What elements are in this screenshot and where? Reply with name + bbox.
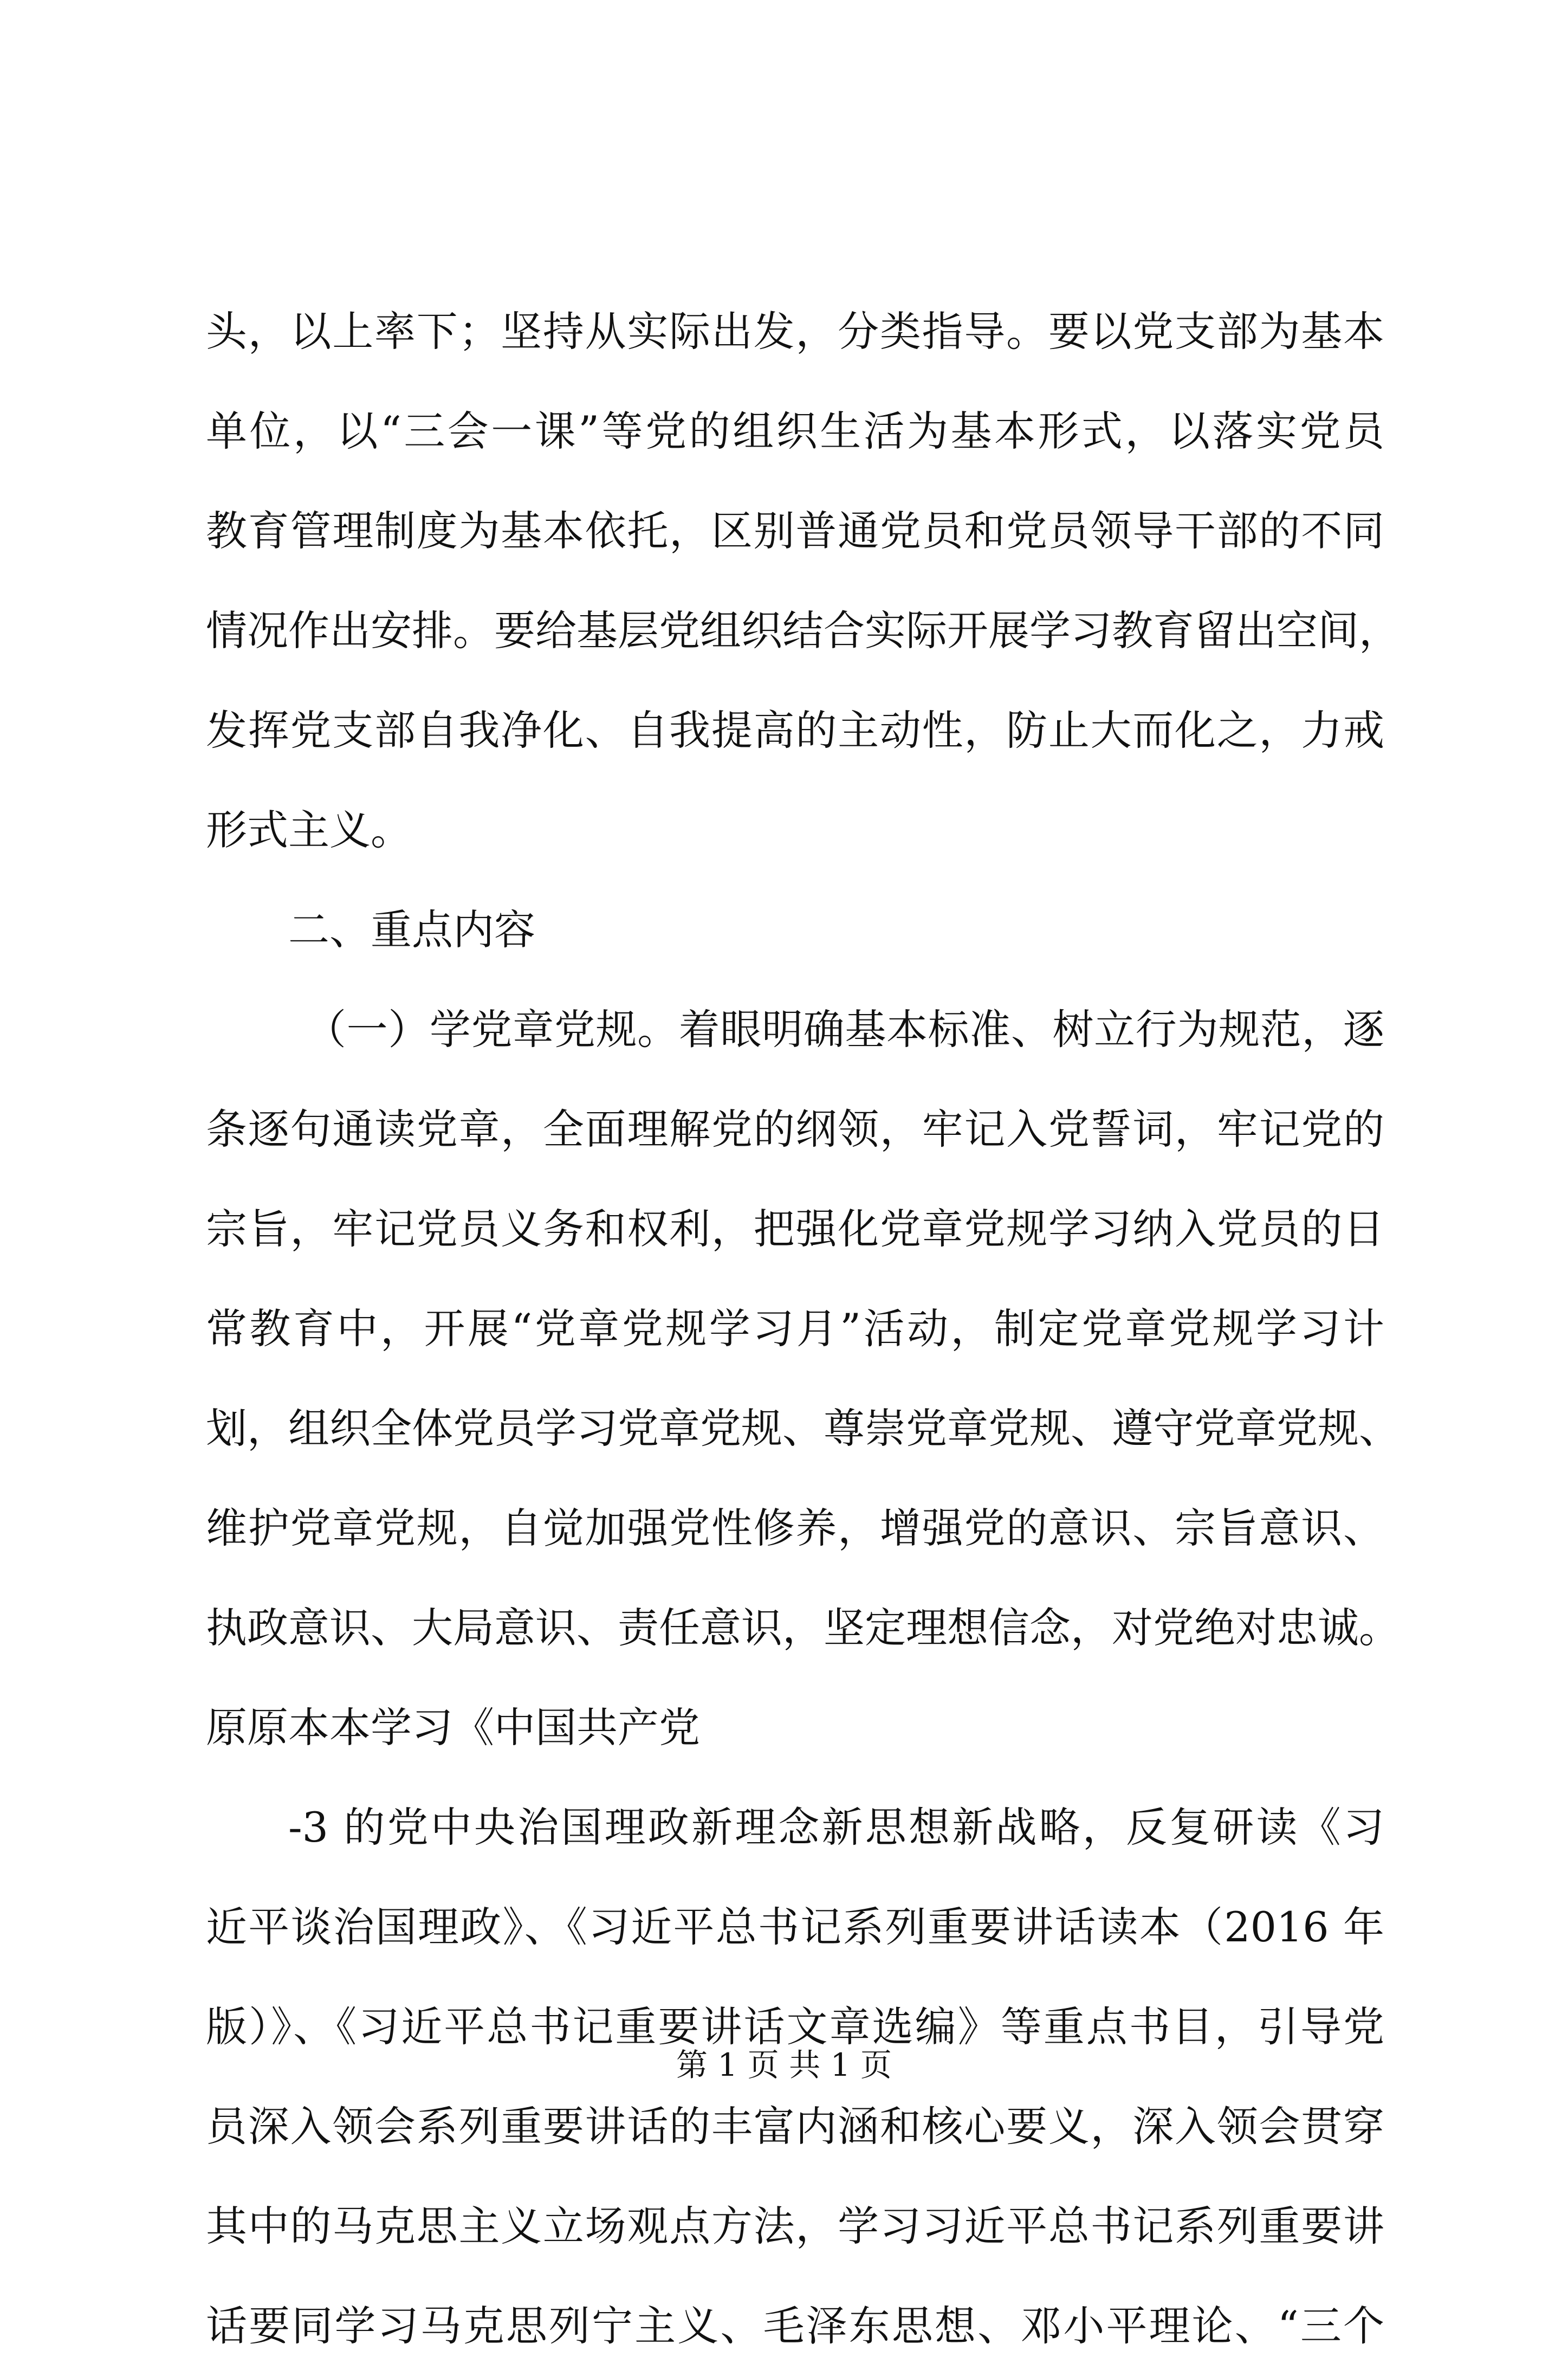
paragraph-line: 宗旨，牢记党员义务和权利，把强化党章党规学习纳入党员的日 [206,1205,1384,1253]
paragraph-line: 其中的马克思主义立场观点方法，学习习近平总书记系列重要讲 [206,2202,1384,2250]
paragraph-line: 话要同学习马克思列宁主义、毛泽东思想、邓小平理论、“三个 [206,2302,1384,2350]
paragraph-line: 情况作出安排。要给基层党组织结合实际开展学习教育留出空间， [206,606,1400,655]
paragraph-line: 常教育中，开展“党章党规学习月”活动，制定党章党规学习计 [206,1305,1384,1353]
paragraph-line: 单位，以“三会一课”等党的组织生活为基本形式，以落实党员 [206,407,1384,455]
paragraph-line: 维护党章党规，自觉加强党性修养，增强党的意识、宗旨意识、 [206,1504,1384,1552]
paragraph-line: 近平谈治国理政》、《习近平总书记系列重要讲话读本（2016 年 [206,1903,1384,1951]
paragraph-line: 形式主义。 [206,806,412,854]
paragraph-line: 版）》、《习近平总书记重要讲话文章选编》等重点书目，引导党 [206,2003,1384,2051]
paragraph-line: 条逐句通读党章，全面理解党的纲领，牢记入党誓词，牢记党的 [206,1105,1384,1153]
paragraph-line: 执政意识、大局意识、责任意识，坚定理想信念，对党绝对忠诚。 [206,1604,1400,1652]
paragraph-line: 员深入领会系列重要讲话的丰富内涵和核心要义，深入领会贯穿 [206,2102,1384,2151]
paragraph-line: 原原本本学习《中国共产党 [206,1703,700,1752]
paragraph-line: （一）学党章党规。着眼明确基本标准、树立行为规范，逐 [305,1005,1384,1054]
paragraph-line: 划，组织全体党员学习党章党规、尊崇党章党规、遵守党章党规、 [206,1404,1400,1452]
paragraph-line: 发挥党支部自我净化、自我提高的主动性，防止大而化之，力戒 [206,706,1384,754]
paragraph-line: 教育管理制度为基本依托，区别普通党员和党员领导干部的不同 [206,507,1384,555]
section-heading: 二、重点内容 [288,906,535,954]
page-number-footer: 第 1 页 共 1 页 [676,2046,892,2083]
paragraph-line: 头，以上率下；坚持从实际出发，分类指导。要以党支部为基本 [206,307,1384,356]
paragraph-line: -3 的党中央治国理政新理念新思想新战略，反复研读《习 [288,1803,1384,1851]
